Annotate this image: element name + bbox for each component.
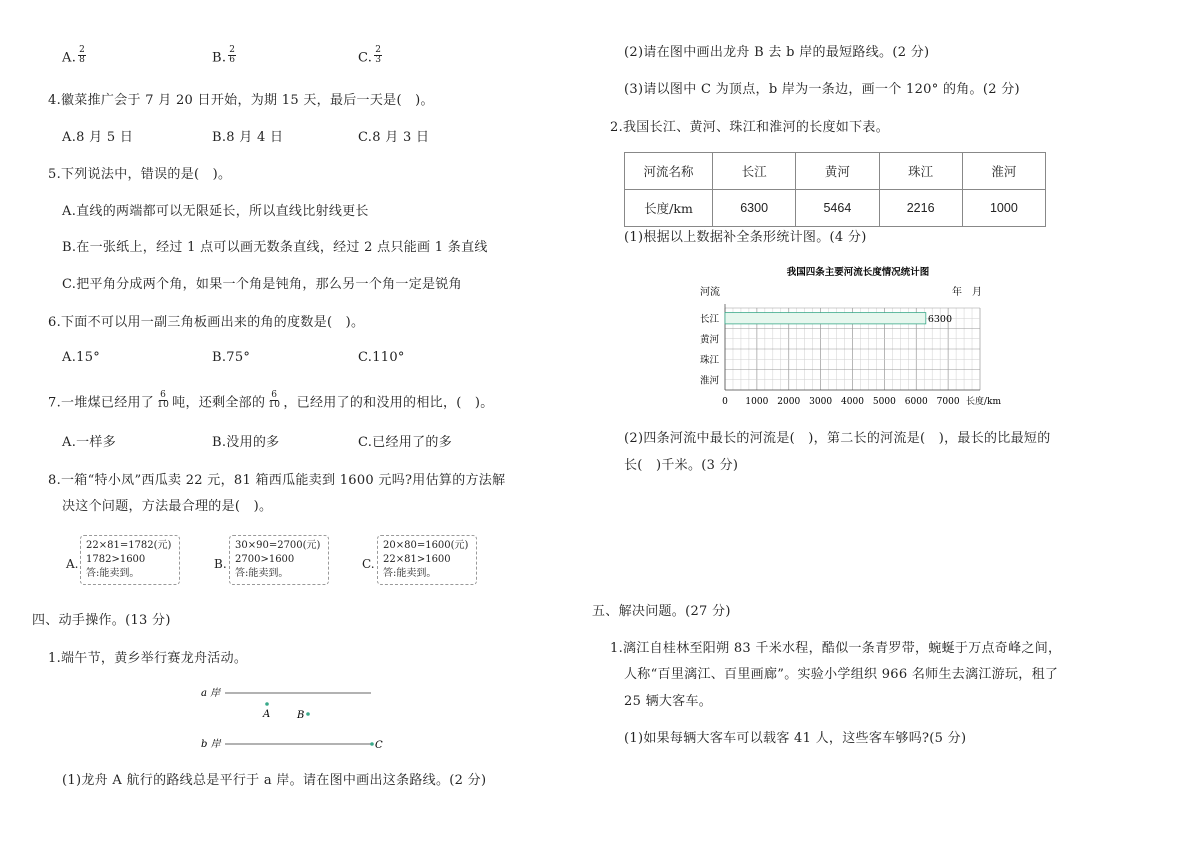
a-bank-label: a 岸 — [201, 688, 221, 699]
q5-text: 5.下列说法中，错误的是( )。 — [48, 167, 232, 182]
table-row — [625, 153, 1046, 190]
chart-tick-label: 3000 — [809, 397, 833, 407]
chart-y-axis-label: 河流 — [700, 287, 720, 298]
q6-option-c[interactable]: C.110° — [358, 350, 405, 365]
point-c[interactable] — [370, 742, 374, 746]
chart-tick-label: 5000 — [872, 397, 896, 407]
chart-title: 我国四条主要河流长度情况统计图 — [786, 267, 930, 278]
section4-q1-1: (1)龙舟 A 航行的路线总是平行于 a 岸。请在图中画出这条路线。(2 分) — [62, 773, 487, 788]
q4-option-a[interactable]: A.8 月 5 日 — [62, 130, 134, 145]
q3-option-a[interactable]: A. $\frac{2}{8}$ — [62, 45, 86, 66]
table-cell: 5464 — [796, 190, 879, 227]
table-cell: 长度/km — [625, 190, 713, 227]
chart-category-label: 珠江 — [700, 354, 720, 366]
q8-option-a-box[interactable]: 22×81=1782(元) 1782>1600 答:能卖到。 — [80, 535, 180, 585]
q4-text: 4.徽菜推广会于 7 月 20 日开始，为期 15 天，最后一天是( )。 — [48, 93, 434, 108]
q8-option-a-letter[interactable]: A. — [66, 557, 79, 571]
chart-date-label: 年 月 — [952, 287, 982, 298]
table-cell: 河流名称 — [625, 153, 713, 190]
q8-option-b-letter[interactable]: B. — [214, 557, 227, 571]
q8-option-c-box[interactable]: 20×80=1600(元) 22×81>1600 答:能卖到。 — [377, 535, 477, 585]
chart-category-label: 淮河 — [700, 375, 720, 387]
river-length-table — [624, 152, 1046, 227]
point-c-label: C — [375, 740, 383, 751]
fraction: $\frac{2}{3}$ — [375, 45, 382, 66]
q7-text: 7.一堆煤已经用了 $\frac{6}{10}$ 吨，还剩全部的 $\frac{6}{10}$ ，已经用了的和没用的相比，( )。 — [48, 390, 494, 411]
q4-option-c[interactable]: C.8 月 3 日 — [358, 130, 430, 145]
section4-title: 四、动手操作。(13 分) — [32, 613, 171, 628]
section5-q1-1: (1)如果每辆大客车可以载客 41 人，这些客车够吗?(5 分) — [624, 731, 967, 746]
chart-category-label: 长江 — [700, 313, 720, 325]
river-diagram — [195, 680, 395, 755]
chart-x-axis-label: 长度/km — [966, 397, 1002, 407]
q5-option-b[interactable]: B.在一张纸上，经过 1 点可以画无数条直线，经过 2 点只能画 1 条直线 — [62, 240, 488, 255]
chart-bars — [725, 313, 952, 325]
q2-text: 2.我国长江、黄河、珠江和淮河的长度如下表。 — [610, 120, 890, 135]
q8-option-c-letter[interactable]: C. — [362, 557, 375, 571]
chart-tick-label: 7000 — [936, 397, 960, 407]
q5-option-a[interactable]: A.直线的两端都可以无限延长，所以直线比射线更长 — [62, 204, 369, 219]
q2-1-text: (1)根据以上数据补全条形统计图。(4 分) — [624, 230, 867, 245]
river-bar-chart — [690, 260, 1030, 410]
chart-tick-labels — [722, 397, 960, 407]
chart-tick-label: 4000 — [841, 397, 864, 407]
q7-option-a[interactable]: A.一样多 — [62, 435, 117, 450]
chart-category-labels — [700, 314, 720, 387]
chart-bar — [725, 313, 926, 324]
q6-option-b[interactable]: B.75° — [212, 350, 251, 365]
point-b[interactable] — [306, 712, 310, 716]
q8-text-line1: 8.一箱“特小凤”西瓜卖 22 元，81 箱西瓜能卖到 1600 元吗?用估算的方法解 — [48, 473, 506, 488]
point-a[interactable] — [265, 702, 269, 706]
table-cell: 2216 — [879, 190, 962, 227]
q8-text-line2: 决这个问题，方法最合理的是( )。 — [62, 499, 273, 514]
q7-option-c[interactable]: C.已经用了的多 — [358, 435, 453, 450]
table-row — [625, 190, 1046, 227]
q2-2-text-line1: (2)四条河流中最长的河流是( )，第二长的河流是( )，最长的比最短的 — [624, 431, 1051, 446]
fraction: $\frac{6}{10}$ — [268, 390, 281, 411]
table-cell: 6300 — [713, 190, 796, 227]
section5-title: 五、解决问题。(27 分) — [592, 604, 731, 619]
section4-q1: 1.端午节，黄乡举行赛龙舟活动。 — [48, 651, 248, 666]
fraction: $\frac{6}{10}$ — [157, 390, 170, 411]
section5-q1-line3: 25 辆大客车。 — [624, 694, 713, 709]
q6-option-a[interactable]: A.15° — [62, 350, 101, 365]
q6-text: 6.下面不可以用一副三角板画出来的角的度数是( )。 — [48, 315, 365, 330]
point-a-label: A — [263, 709, 271, 720]
q8-option-b-box[interactable]: 30×90=2700(元) 2700>1600 答:能卖到。 — [229, 535, 329, 585]
chart-tick-label: 2000 — [777, 397, 801, 407]
table-cell: 珠江 — [879, 153, 962, 190]
chart-tick-label: 1000 — [745, 397, 769, 407]
section5-q1-line1: 1.漓江自桂林至阳朔 83 千米水程，酷似一条青罗带，蜿蜒于万点奇峰之间， — [610, 641, 1062, 656]
fraction: $\frac{2}{6}$ — [229, 45, 236, 66]
q3-option-c[interactable]: C. $\frac{2}{3}$ — [358, 45, 382, 66]
chart-category-label: 黄河 — [700, 334, 720, 346]
chart-tick-label: 6000 — [904, 397, 928, 407]
table-cell: 淮河 — [962, 153, 1045, 190]
table-cell: 黄河 — [796, 153, 879, 190]
q7-option-b[interactable]: B.没用的多 — [212, 435, 280, 450]
chart-tick-label: 0 — [722, 397, 728, 407]
q4-option-b[interactable]: B.8 月 4 日 — [212, 130, 284, 145]
chart-data-label: 6300 — [927, 313, 952, 325]
table-cell: 1000 — [962, 190, 1045, 227]
q3-option-b[interactable]: B. $\frac{2}{6}$ — [212, 45, 236, 66]
b-bank-label: b 岸 — [201, 739, 221, 750]
q1-3-text: (3)请以图中 C 为顶点，b 岸为一条边，画一个 120° 的角。(2 分) — [624, 82, 1020, 97]
point-b-label: B — [297, 710, 305, 721]
q1-2-text: (2)请在图中画出龙舟 B 去 b 岸的最短路线。(2 分) — [624, 45, 930, 60]
q2-2-text-line2: 长( )千米。(3 分) — [624, 458, 739, 473]
table-cell: 长江 — [713, 153, 796, 190]
fraction: $\frac{2}{8}$ — [79, 45, 86, 66]
section5-q1-line2: 人称“百里漓江、百里画廊”。实验小学组织 966 名师生去漓江游玩，租了 — [624, 667, 1059, 682]
q5-option-c[interactable]: C.把平角分成两个角，如果一个角是钝角，那么另一个角一定是锐角 — [62, 277, 462, 292]
